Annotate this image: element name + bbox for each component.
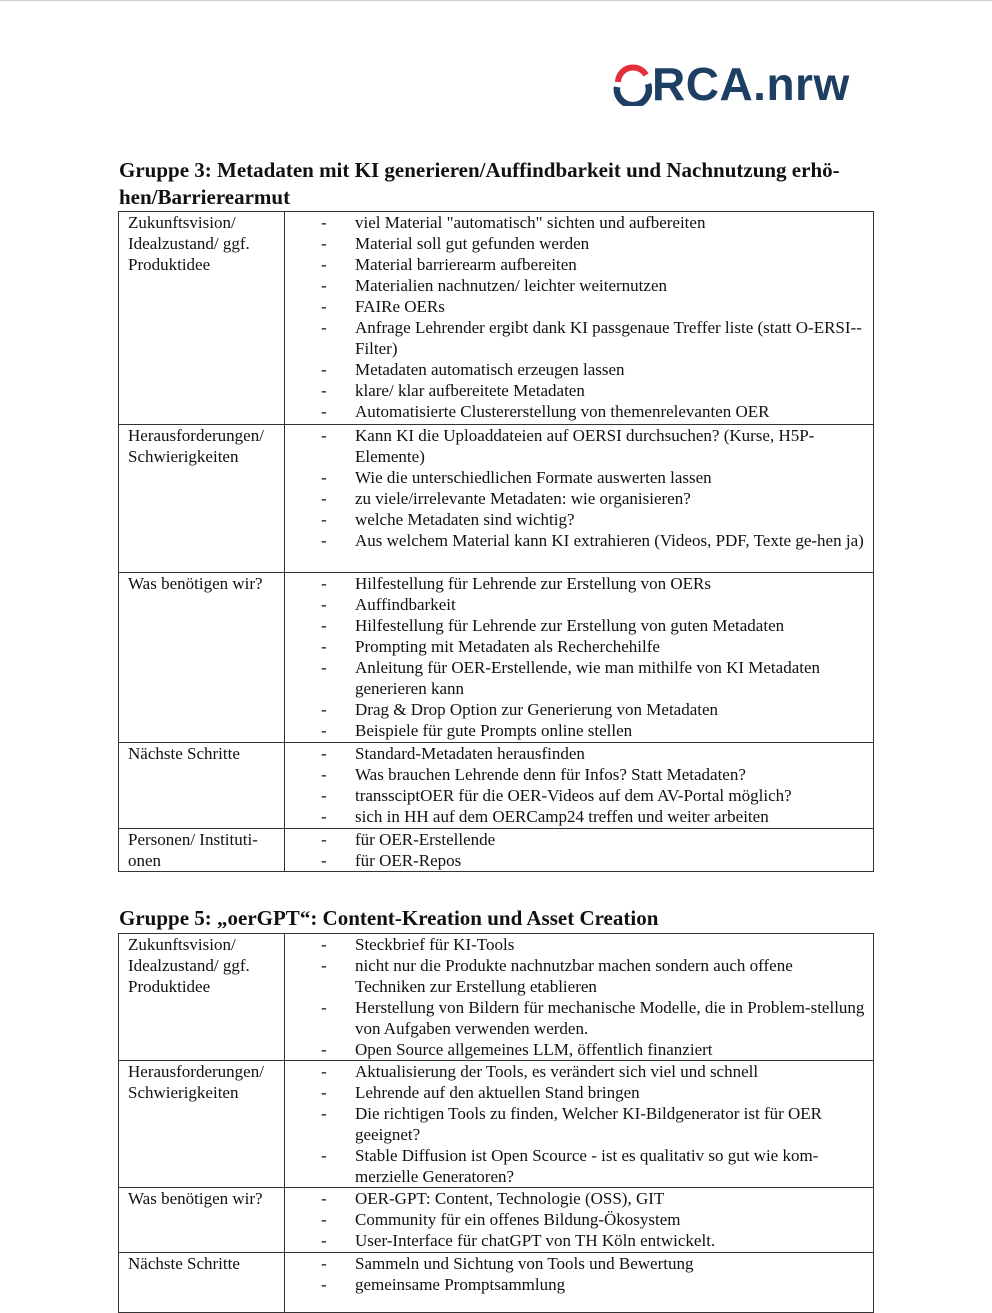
orca-nrw-logo	[612, 58, 850, 110]
row-items	[285, 573, 874, 743]
list-item: - Standard-Metadaten herausfinden	[285, 743, 865, 764]
list-item: - Hilfestellung für Lehrende zur Erstellung von OERs	[285, 573, 865, 594]
list-item: - Aus welchem Material kann KI extrahieren (Videos, PDF, Texte ge-hen ja)	[285, 530, 865, 551]
row-label-line: Personen/ Instituti-	[128, 830, 258, 849]
section-heading-line: hen/Barrierearmut	[119, 185, 291, 209]
row-items	[285, 1253, 874, 1313]
bullet-list	[285, 934, 865, 1060]
list-item: - zu viele/irrelevante Metadaten: wie organisieren?	[285, 488, 865, 509]
list-item: - für OER-Erstellende	[285, 829, 865, 850]
table-row	[119, 1188, 874, 1253]
list-item: - Beispiele für gute Prompts online stellen	[285, 720, 865, 741]
row-items	[285, 934, 874, 1061]
bullet-list	[285, 743, 865, 827]
orca-o-ring-icon	[612, 62, 652, 106]
list-item: - Materialien nachnutzen/ leichter weiternutzen	[285, 275, 865, 296]
row-items	[285, 1188, 874, 1253]
list-item: - Auffindbarkeit	[285, 594, 865, 615]
list-item: - welche Metadaten sind wichtig?	[285, 509, 865, 530]
row-label-line: Schwierigkeiten	[128, 447, 239, 466]
row-label	[119, 829, 285, 872]
list-item: - Die richtigen Tools zu finden, Welcher KI-Bildgenerator ist für OER geeignet?	[285, 1103, 865, 1145]
list-item: - User-Interface für chatGPT von TH Köln entwickelt.	[285, 1230, 865, 1251]
list-item: - Anleitung für OER-Erstellende, wie man mithilfe von KI Metadaten generieren kann	[285, 657, 865, 699]
bullet-list	[285, 425, 865, 551]
list-item: - Material soll gut gefunden werden	[285, 233, 865, 254]
table-row	[119, 425, 874, 573]
list-item: - Prompting mit Metadaten als Recherchehilfe	[285, 636, 865, 657]
group-table	[118, 933, 874, 1313]
row-label	[119, 934, 285, 1061]
table-row	[119, 212, 874, 425]
table-row	[119, 1061, 874, 1188]
list-item: - Kann KI die Uploaddateien auf OERSI durchsuchen? (Kurse, H5P-Elemente)	[285, 425, 865, 467]
list-item: - Metadaten automatisch erzeugen lassen	[285, 359, 865, 380]
row-items	[285, 1061, 874, 1188]
list-item: - klare/ klar aufbereitete Metadaten	[285, 380, 865, 401]
bullet-list	[285, 1188, 865, 1251]
list-item: - Lehrende auf den aktuellen Stand bringen	[285, 1082, 865, 1103]
row-items	[285, 829, 874, 872]
list-item: - gemeinsame Promptsammlung	[285, 1274, 865, 1295]
list-item: - Was brauchen Lehrende denn für Infos? Statt Metadaten?	[285, 764, 865, 785]
list-item: - Wie die unterschiedlichen Formate auswerten lassen	[285, 467, 865, 488]
table-row	[119, 829, 874, 872]
list-item: - Stable Diffusion ist Open Scource - ist es qualitativ so gut wie kom-merzielle Generatoren?	[285, 1145, 865, 1187]
row-label-line: Produktidee	[128, 977, 211, 996]
row-items	[285, 743, 874, 829]
list-item: - Open Source allgemeines LLM, öffentlich finanziert	[285, 1039, 865, 1060]
table-row	[119, 934, 874, 1061]
row-items	[285, 212, 874, 425]
row-label-line: Was benötigen wir?	[128, 1189, 263, 1208]
row-label	[119, 425, 285, 573]
row-label	[119, 212, 285, 425]
row-label	[119, 1253, 285, 1313]
list-item: - Anfrage Lehrender ergibt dank KI passgenaue Treffer liste (statt O-ERSI--Filter)	[285, 317, 865, 359]
group-table	[118, 211, 874, 872]
table-row	[119, 573, 874, 743]
list-item: - viel Material "automatisch" sichten und aufbereiten	[285, 212, 865, 233]
row-items	[285, 425, 874, 573]
row-label	[119, 573, 285, 743]
section-heading-line: Gruppe 3: Metadaten mit KI generieren/Auffindbarkeit und Nachnutzung erhö-	[119, 158, 840, 182]
row-label-line: Nächste Schritte	[128, 744, 240, 763]
list-item: - Community für ein offenes Bildung-Ökosystem	[285, 1209, 865, 1230]
table-row	[119, 1253, 874, 1313]
section-heading	[119, 157, 879, 211]
row-label-line: Produktidee	[128, 255, 211, 274]
list-item: - OER-GPT: Content, Technologie (OSS), GIT	[285, 1188, 865, 1209]
list-item: - Drag & Drop Option zur Generierung von Metadaten	[285, 699, 865, 720]
row-label	[119, 1188, 285, 1253]
list-item: - nicht nur die Produkte nachnutzbar machen sondern auch offene Techniken zur Erstellung etablieren	[285, 955, 865, 997]
list-item: - Steckbrief für KI-Tools	[285, 934, 865, 955]
list-item: - Hilfestellung für Lehrende zur Erstellung von guten Metadaten	[285, 615, 865, 636]
section-heading-line: Gruppe 5: „oerGPT“: Content-Kreation und Asset Creation	[119, 906, 659, 930]
row-label-line: Herausforderungen/	[128, 1062, 264, 1081]
bullet-list	[285, 573, 865, 741]
row-label-line: Schwierigkeiten	[128, 1083, 239, 1102]
row-label-line: Nächste Schritte	[128, 1254, 240, 1273]
section-heading	[119, 905, 879, 932]
logo-text: RCA.nrw	[652, 58, 850, 110]
row-label-line: Idealzustand/ ggf.	[128, 956, 250, 975]
row-label	[119, 1061, 285, 1188]
row-label	[119, 743, 285, 829]
list-item: - Herstellung von Bildern für mechanische Modelle, die in Problem-stellung von Aufgaben verwenden werden.	[285, 997, 865, 1039]
row-label-line: Zukunftsvision/	[128, 213, 236, 232]
row-label-line: Herausforderungen/	[128, 426, 264, 445]
page-top-border	[0, 0, 992, 1]
list-item: - Automatisierte Clustererstellung von themenrelevanten OER	[285, 401, 865, 422]
list-item: - FAIRe OERs	[285, 296, 865, 317]
row-label-line: onen	[128, 851, 162, 870]
list-item: - für OER-Repos	[285, 850, 865, 871]
row-label-line: Was benötigen wir?	[128, 574, 263, 593]
table-row	[119, 743, 874, 829]
bullet-list	[285, 212, 865, 422]
list-item: - sich in HH auf dem OERCamp24 treffen und weiter arbeiten	[285, 806, 865, 827]
row-label-line: Zukunftsvision/	[128, 935, 236, 954]
row-label-line: Idealzustand/ ggf.	[128, 234, 250, 253]
list-item: - Sammeln und Sichtung von Tools und Bewertung	[285, 1253, 865, 1274]
list-item: - Material barrierearm aufbereiten	[285, 254, 865, 275]
list-item: - Aktualisierung der Tools, es verändert sich viel und schnell	[285, 1061, 865, 1082]
list-item: - transsciptOER für die OER-Videos auf dem AV-Portal möglich?	[285, 785, 865, 806]
bullet-list	[285, 1253, 865, 1295]
bullet-list	[285, 829, 865, 871]
bullet-list	[285, 1061, 865, 1187]
